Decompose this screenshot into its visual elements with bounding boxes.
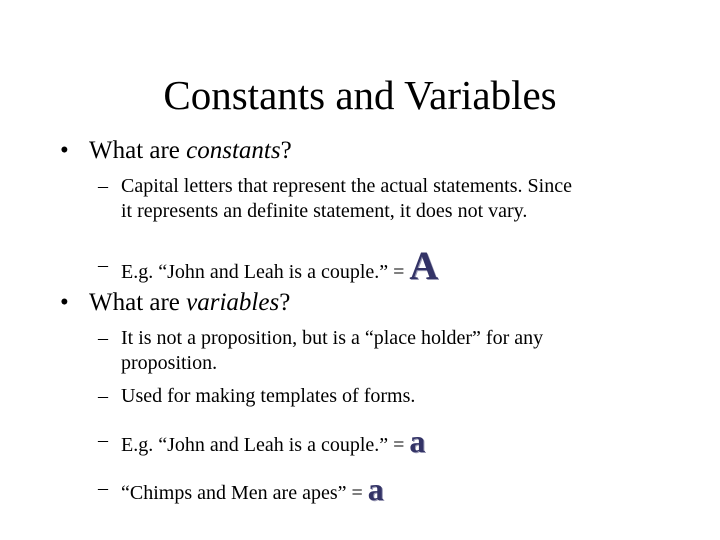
bullet-text — [89, 136, 292, 166]
sub-marker: – — [98, 429, 108, 451]
sub-marker: – — [98, 327, 108, 349]
bullet-marker: • — [60, 137, 69, 164]
bullet-emphasis: variables — [186, 289, 280, 316]
sub-text-line2: it represents an definite statement, it does not vary. — [121, 200, 528, 222]
sub-text-line1: It is not a proposition, but is a “place holder” for any — [121, 327, 544, 349]
example-text: E.g. “John and Leah is a couple.” = — [121, 434, 410, 456]
sub-text-example — [121, 423, 426, 459]
sub-text-example — [121, 471, 384, 507]
bullet-emphasis: constants — [186, 137, 281, 164]
bullet-prefix: What are — [89, 289, 187, 316]
bullet-prefix: What are — [89, 137, 187, 164]
bullet-marker: • — [60, 289, 69, 316]
sub-marker: – — [98, 477, 108, 499]
slide-title: Constants and Variables — [163, 72, 557, 118]
sub-text-usage: Used for making templates of forms. — [121, 385, 416, 407]
example-text: E.g. “John and Leah is a couple.” = — [121, 261, 410, 283]
variable-symbol: a — [367, 471, 384, 507]
sub-marker: – — [98, 254, 108, 276]
bullet-text — [89, 288, 290, 318]
sub-marker: – — [98, 175, 108, 197]
sub-marker: – — [98, 385, 108, 407]
sub-text-line2: proposition. — [121, 352, 218, 374]
bullet-suffix: ? — [280, 137, 292, 164]
sub-text-line1: Capital letters that represent the actual statements. Since — [121, 175, 572, 197]
sub-text-example — [121, 243, 439, 288]
bullet-suffix: ? — [279, 289, 291, 316]
example-text: “Chimps and Men are apes” = — [121, 482, 368, 504]
constant-symbol: A — [409, 243, 439, 288]
variable-symbol: a — [409, 423, 426, 459]
